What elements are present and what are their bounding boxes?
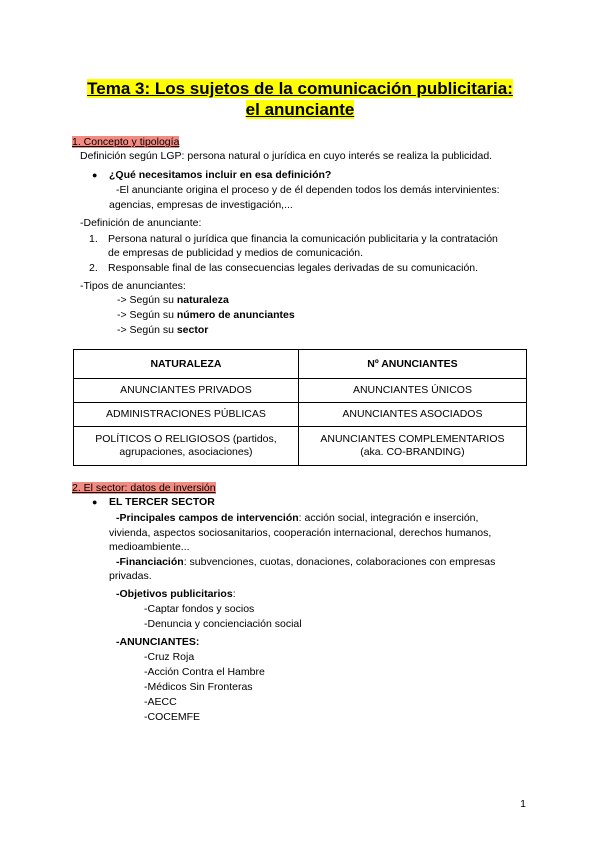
lgp-definition: Definición según LGP: persona natural o jurídica en cuyo interés se realiza la publicidad. — [80, 150, 493, 162]
objetivo-item: -Denuncia y concienciación social — [144, 618, 302, 630]
campos-line1: -Principales campos de intervención: acción social, integración e inserción, — [116, 512, 479, 524]
campos-line3: medioambiente... — [109, 541, 190, 553]
table-cell: ANUNCIANTES ASOCIADOS — [298, 403, 526, 427]
anunciante-item: -Cruz Roja — [144, 651, 195, 663]
objetivos-label: -Objetivos publicitarios: — [116, 588, 236, 600]
list-item-1-line1: Persona natural o jurídica que financia la comunicación publicitaria y la contratación — [108, 233, 498, 245]
def-anunciante-label: -Definición de anunciante: — [80, 217, 202, 229]
answer-line1: -El anunciante origina el proceso y de él dependen todos los demás intervinientes: — [116, 184, 500, 196]
table-cell: ANUNCIANTES PRIVADOS — [74, 379, 299, 403]
bullet-dot-icon: ● — [92, 497, 98, 507]
answer-line2: agencias, empresas de investigación,... — [109, 199, 293, 211]
anunciante-item: -Acción Contra el Hambre — [144, 666, 265, 678]
anunciante-item: -AECC — [144, 696, 177, 708]
list-number-2: 2. — [89, 262, 98, 274]
objetivo-item: -Captar fondos y socios — [144, 603, 255, 615]
anunciante-item: -Médicos Sin Fronteras — [144, 681, 253, 693]
bullet-dot-icon: ● — [92, 170, 98, 180]
table-cell: POLÍTICOS O RELIGIOSOS (partidos, agrupaciones, asociaciones) — [74, 427, 299, 466]
table-cell: ANUNCIANTES ÚNICOS — [298, 379, 526, 403]
tipos-label: -Tipos de anunciantes: — [80, 280, 186, 292]
anunciantes-table — [73, 349, 527, 466]
page-number: 1 — [520, 798, 526, 810]
tipo-item-naturaleza: -> Según su naturaleza — [117, 294, 229, 306]
anunciantes-label: -ANUNCIANTES: — [116, 636, 200, 648]
tercer-sector-heading: EL TERCER SECTOR — [109, 496, 215, 508]
section1-heading: 1. Concepto y tipología — [72, 136, 180, 148]
table-row — [74, 379, 527, 403]
document-title-line2: el anunciante — [245, 100, 355, 119]
campos-line2: vivienda, aspectos sociosanitarios, cooperación internacional, derechos humanos, — [109, 527, 492, 539]
section2-heading: 2. El sector: datos de inversión — [72, 482, 216, 494]
financiacion-line2: privadas. — [109, 570, 152, 582]
question-text: ¿Qué necesitamos incluir en esa definición? — [109, 169, 332, 181]
table-cell: ANUNCIANTES COMPLEMENTARIOS (aka. CO-BRANDING) — [298, 427, 526, 466]
table-header-naturaleza: NATURALEZA — [74, 350, 299, 379]
tipo-item-sector: -> Según su sector — [117, 324, 209, 336]
table-header-row — [74, 350, 527, 379]
list-item-2-line1: Responsable final de las consecuencias legales derivadas de su comunicación. — [108, 262, 479, 274]
table-row — [74, 403, 527, 427]
list-number-1: 1. — [89, 233, 98, 245]
list-item-1-line2: de empresas de publicidad y medios de comunicación. — [108, 247, 364, 259]
table-cell: ADMINISTRACIONES PÚBLICAS — [74, 403, 299, 427]
document-title-line1: Tema 3: Los sujetos de la comunicación publicitaria: — [87, 79, 513, 98]
table-row — [74, 427, 527, 466]
financiacion-line1: -Financiación: subvenciones, cuotas, donaciones, colaboraciones con empresas — [116, 556, 496, 568]
table-header-anunciantes: Nº ANUNCIANTES — [298, 350, 526, 379]
anunciante-item: -COCEMFE — [144, 711, 200, 723]
tipo-item-numero: -> Según su número de anunciantes — [117, 309, 295, 321]
